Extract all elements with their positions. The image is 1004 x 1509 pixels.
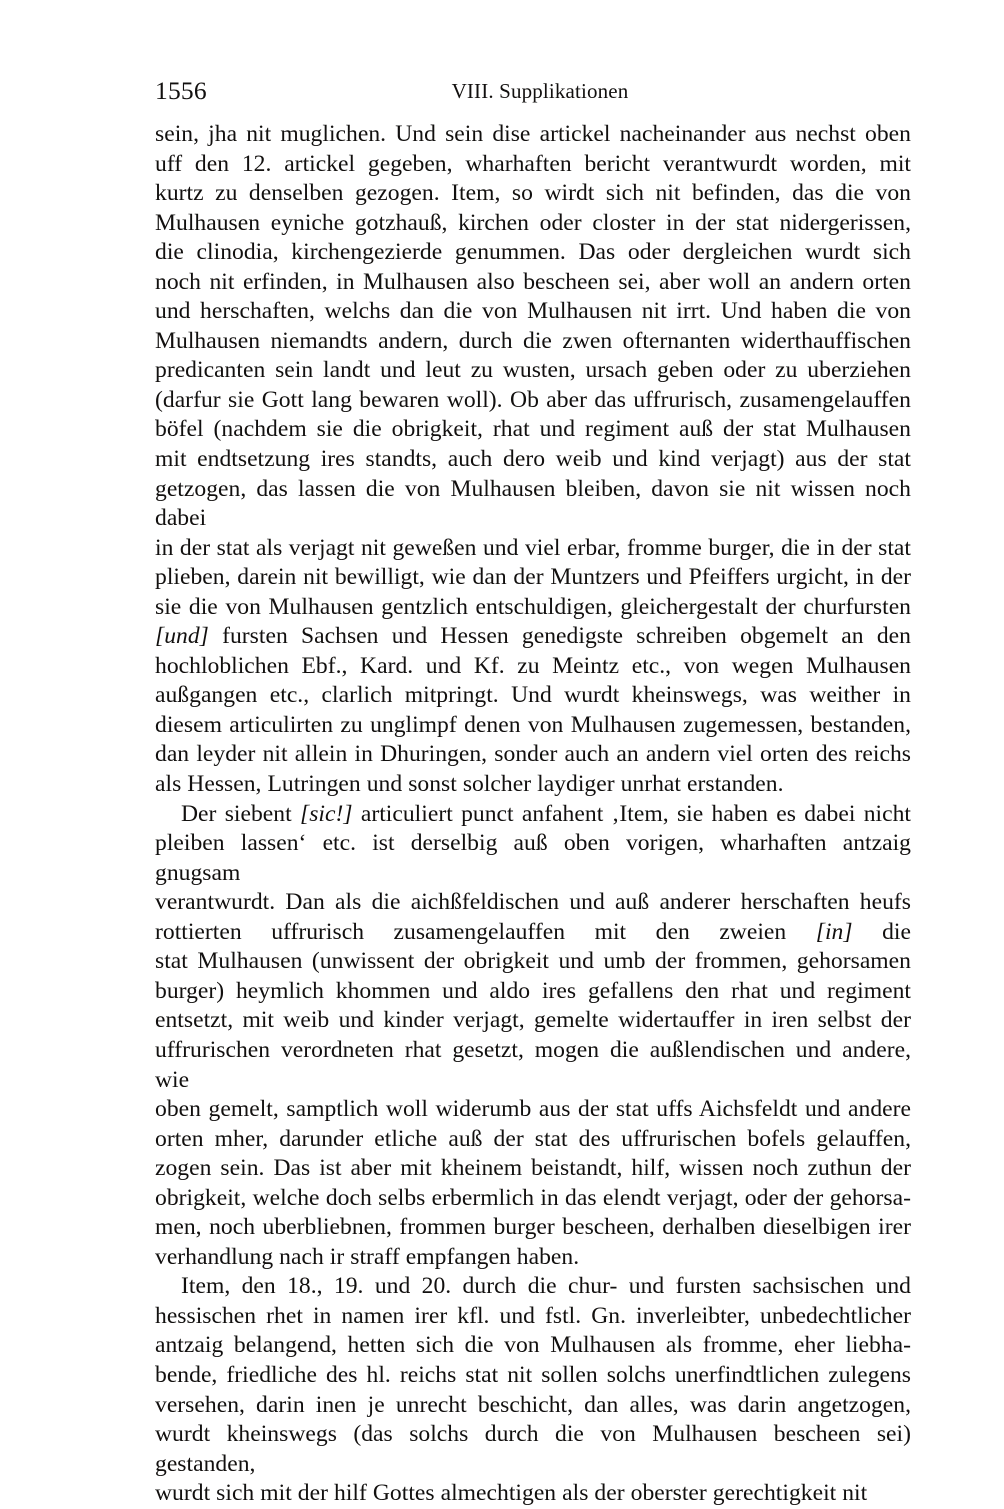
text-line: Mulhausen eyniche gotzhauß, kirchen oder closter in der stat nidergerissen, [155, 209, 911, 236]
text-line: sein, jha nit muglichen. Und sein dise artickel nacheinander aus nechst oben [155, 121, 911, 147]
text-line-part-a: Der siebent [181, 800, 300, 827]
paragraph-2 [155, 800, 918, 1273]
text-line: men, noch uberbliebnen, frommen burger bescheen, derhalben dieselbigen irer [155, 1214, 911, 1241]
text-line: uffrurischen verordneten rhat gesetzt, mogen die außlendischen und andere, wie [155, 1036, 918, 1093]
text-line: pleiben lassen‘ etc. ist derselbig auß oben vorigen, wharhaften antzaig gnugsam [155, 830, 918, 886]
text-line: noch nit erfinden, in Mulhausen also bescheen sei, aber woll an andern orten [155, 268, 911, 295]
text-line-part-b: articuliert punct anfahent ‚Item, sie haben es dabei nicht [352, 800, 912, 827]
text-line: hessischen rhet in namen irer kfl. und fstl. Gn. inverleibter, unbedechtlicher [155, 1302, 911, 1329]
text-line: böfel (nachdem sie die obrigkeit, rhat und regiment auß der stat Mulhausen [155, 416, 911, 443]
text-line-part-a: rottierten uffrurisch zusamengelauffen mit den zweien [155, 918, 816, 945]
text-line: obrigkeit, welche doch selbs erbermlich in das elendt verjagt, oder der gehorsa- [155, 1184, 911, 1211]
text-line: stat Mulhausen (unwissent der obrigkeit und umb der frommen, gehorsamen [155, 948, 911, 975]
text-line: wurdt kheinswegs (das solchs durch die von Mulhausen bescheen sei) gestanden, [155, 1421, 918, 1477]
paragraph-3 [155, 1272, 918, 1508]
text-block [155, 120, 918, 1509]
paragraph-1 [155, 120, 918, 800]
running-title: VIII. Supplikationen [451, 79, 629, 103]
text-line: plieben, darein nit bewilligt, wie dan der Muntzers und Pfeiffers urgicht, in der [155, 564, 911, 591]
text-line: Item, den 18., 19. und 20. durch die chur- und fursten sachsischen und [181, 1273, 911, 1300]
text-line: Mulhausen niemandts andern, durch die zwen ofternanten widerthauffischen [155, 327, 911, 354]
text-line: verhandlung nach ir straff empfangen haben. [155, 1243, 580, 1270]
text-line: diesem articulirten zu unglimpf denen von Mulhausen zugemessen, bestanden, [155, 711, 911, 738]
text-line: wurdt sich mit der hilf Gottes almechtigen als der oberster gerechtigkeit nit [155, 1480, 868, 1507]
text-line: bende, friedliche des hl. reichs stat nit sollen solchs unerfindtlichen zulegens [155, 1361, 911, 1388]
text-line-with-editorial-insertion [155, 622, 911, 652]
text-line-with-editorial-insertion [155, 918, 911, 948]
text-line: kurtz zu denselben gezogen. Item, so wirdt sich nit befinden, das die von [155, 180, 911, 207]
editorial-insertion-in: [in] [815, 918, 853, 945]
editorial-insertion-sic: [sic!] [300, 800, 353, 827]
text-line: uff den 12. artickel gegeben, wharhaften bericht verantwurdt worden, mit [155, 150, 911, 177]
text-line: die clinodia, kirchengezierde genummen. Das oder dergleichen wurdt sich [155, 239, 911, 266]
text-line: und herschaften, welchs dan die von Mulhausen nit irrt. Und haben die von [155, 298, 911, 325]
text-line: antzaig belangend, hetten sich die von Mulhausen als fromme, eher liebha- [155, 1332, 911, 1359]
text-line: entsetzt, mit weib und kinder verjagt, gemelte widertauffer in iren selbst der [155, 1007, 911, 1034]
text-line: getzogen, das lassen die von Mulhausen bleiben, davon sie nit wissen noch dabei [155, 475, 918, 532]
text-line: dan leyder nit allein in Dhuringen, sonder auch an andern viel orten des reichs [155, 741, 911, 768]
page-number: 1556 [155, 76, 207, 105]
text-line: sie die von Mulhausen gentzlich entschuldigen, gleichergestalt der churfursten [155, 593, 911, 620]
text-line: hochloblichen Ebf., Kard. und Kf. zu Meintz etc., von wegen Mulhausen [155, 652, 911, 679]
text-line: orten mher, darunder etliche auß der stat des uffrurischen bofels gelauffen, [155, 1125, 911, 1152]
text-line: mit endtsetzung ires standts, auch dero weib und kind verjagt) aus der stat [155, 446, 911, 473]
text-line: in der stat als verjagt nit geweßen und viel erbar, fromme burger, die in der stat [155, 534, 911, 561]
text-line: verantwurdt. Dan als die aichßfeldischen und auß anderer herschaften heufs [155, 889, 911, 916]
text-line: (darfur sie Gott lang bewaren woll). Ob aber das uffrurisch, zusamengelauffen [155, 386, 911, 413]
editorial-insertion-und: [und] [155, 623, 209, 650]
text-line-with-editorial-insertion [155, 800, 911, 830]
text-line: versehen, darin inen je unrecht beschicht, dan alles, was darin angetzogen, [155, 1391, 911, 1418]
text-line: als Hessen, Lutringen und sonst solcher laydiger unrhat erstanden. [155, 771, 784, 798]
text-line-remainder: fursten Sachsen und Hessen genedigste schreiben obgemelt an den [208, 623, 911, 650]
text-line: außgangen etc., clarlich mitpringt. Und wurdt kheinswegs, was weither in [155, 682, 911, 709]
text-line: predicanten sein landt und leut zu wusten, ursach geben oder zu uberziehen [155, 357, 911, 384]
text-line: oben gemelt, samptlich woll widerumb aus der stat uffs Aichsfeldt und andere [155, 1096, 911, 1123]
text-line-part-b: die [852, 918, 911, 945]
running-head [155, 76, 911, 106]
text-line: zogen sein. Das ist aber mit kheinem beistandt, hilf, wissen noch zuthun der [155, 1155, 911, 1182]
text-line: burger) heymlich khommen und aldo ires gefallens den rhat und regiment [155, 977, 911, 1004]
